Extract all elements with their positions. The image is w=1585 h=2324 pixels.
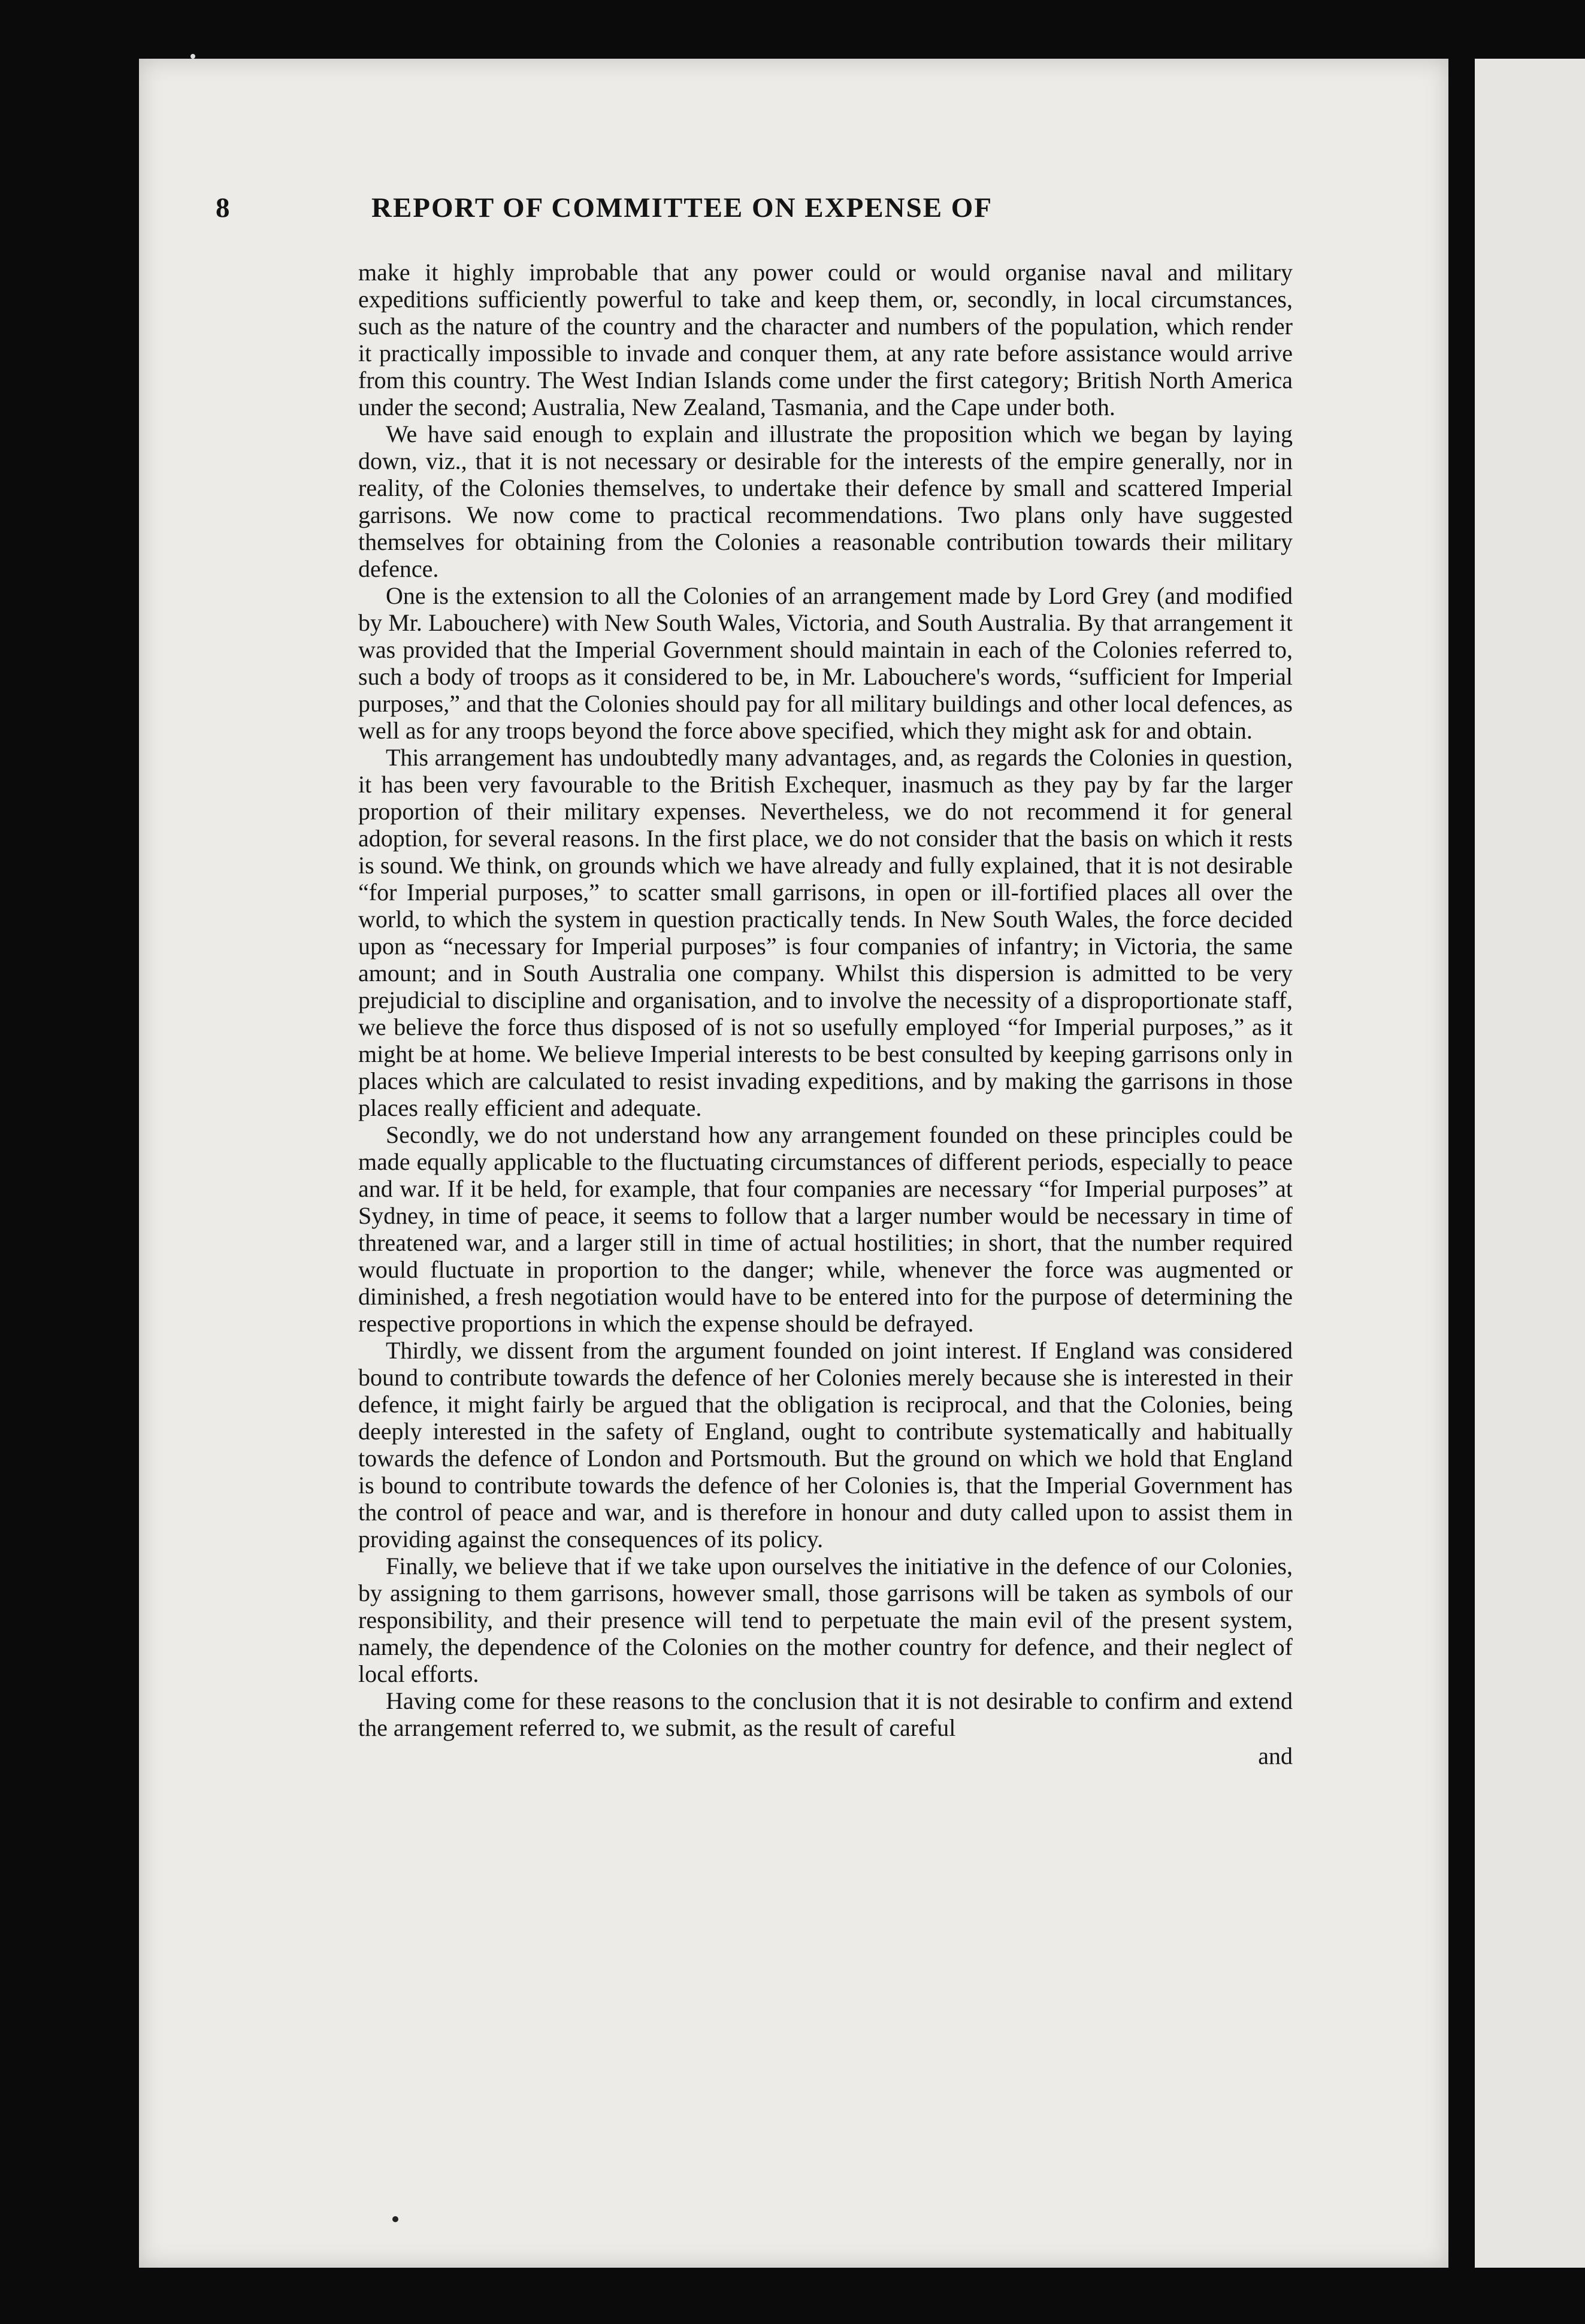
running-title: REPORT OF COMMITTEE ON EXPENSE OF — [371, 192, 993, 223]
page-header — [216, 192, 1300, 224]
scan-speck — [190, 54, 195, 59]
paragraph-1: make it highly improbable that any power could or would organise naval and military expeditions sufficiently powerful to take and keep them, or, secondly, in local circumstances, such as the nature of the country and the character and numbers of the population, which render it practically impossible to invade and conquer them, at any rate before assistance would arrive from this country. The West Indian Islands come under the first category; British North America under the second; Australia, New Zealand, Tasmania, and the Cape under both. — [358, 259, 1293, 420]
paragraph-6: Thirdly, we dissent from the argument founded on joint interest. If England was considered bound to contribute towards the defence of her Colonies merely because she is interested in their defence, it might fairly be argued that the obligation is reciprocal, and that the Colonies, being deeply interested in the safety of England, ought to contribute systematically and habitually towards the defence of London and Portsmouth. But the ground on which we hold that England is bound to contribute towards the defence of her Colonies is, that the Imperial Government has the control of peace and war, and is therefore in honour and duty called upon to assist them in providing against the consequences of its policy. — [358, 1337, 1293, 1553]
paragraph-3: One is the extension to all the Colonies of an arrangement made by Lord Grey (and modified by Mr. Labouchere) with New South Wales, Victoria, and South Australia. By that arrangement it was provided that the Imperial Government should maintain in each of the Colonies referred to, such a body of troops as it considered to be, in Mr. Labouchere's words, “sufficient for Imperial purposes,” and that the Colonies should pay for all military buildings and other local defences, as well as for any troops beyond the force above specified, which they might ask for and obtain. — [358, 582, 1293, 744]
paragraph-4: This arrangement has undoubtedly many advantages, and, as regards the Colonies in question, it has been very favourable to the British Exchequer, inasmuch as they pay by far the larger proportion of their military expenses. Nevertheless, we do not recommend it for general adoption, for several reasons. In the first place, we do not consider that the basis on which it rests is sound. We think, on grounds which we have already and fully explained, that it is not desirable “for Imperial purposes,” to scatter small garrisons, in open or ill-fortified places all over the world, to which the system in question practically tends. In New South Wales, the force decided upon as “necessary for Imperial purposes” is four companies of infantry; in Victoria, the same amount; and in South Australia one company. Whilst this dispersion is admitted to be very prejudicial to discipline and organisation, and to involve the necessity of a disproportionate staff, we believe the force thus disposed of is not so usefully employed “for Imperial purposes,” as it might be at home. We believe Imperial interests to be best consulted by keeping garrisons only in places which are calculated to resist invading expeditions, and by making the garrisons in those places really efficient and adequate. — [358, 744, 1293, 1121]
paragraph-5: Secondly, we do not understand how any arrangement founded on these principles could be made equally applicable to the fluctuating circumstances of different periods, especially to peace and war. If it be held, for example, that four companies are necessary “for Imperial purposes” at Sydney, in time of peace, it seems to follow that a larger number would be necessary in time of threatened war, and a larger still in time of actual hostilities; in short, that the number required would fluctuate in proportion to the danger; while, whenever the force was augmented or diminished, a fresh negotiation would have to be entered into for the purpose of determining the respective proportions in which the expense should be defrayed. — [358, 1121, 1293, 1337]
scan-speck — [392, 2216, 398, 2222]
facing-page-edge — [1475, 59, 1585, 2268]
paragraph-7: Finally, we believe that if we take upon ourselves the initiative in the defence of our Colonies, by assigning to them garrisons, however small, those garrisons will be taken as symbols of our responsibility, and their presence will tend to perpetuate the main evil of the present system, namely, the dependence of the Colonies on the mother country for defence, and their neglect of local efforts. — [358, 1553, 1293, 1687]
catchword: and — [1258, 1742, 1293, 1769]
paragraph-2: We have said enough to explain and illustrate the proposition which we began by laying down, viz., that it is not necessary or desirable for the interests of the empire generally, nor in reality, of the Colonies themselves, to undertake their defence by small and scattered Imperial garrisons. We now come to practical recommendations. Two plans only have suggested themselves for obtaining from the Colonies a reasonable contribution towards their military defence. — [358, 420, 1293, 582]
page-number: 8 — [216, 192, 231, 223]
paragraph-8: Having come for these reasons to the conclusion that it is not desirable to confirm and extend the arrangement referred to, we submit, as the result of careful — [358, 1687, 1293, 1741]
body-text — [358, 259, 1293, 1769]
